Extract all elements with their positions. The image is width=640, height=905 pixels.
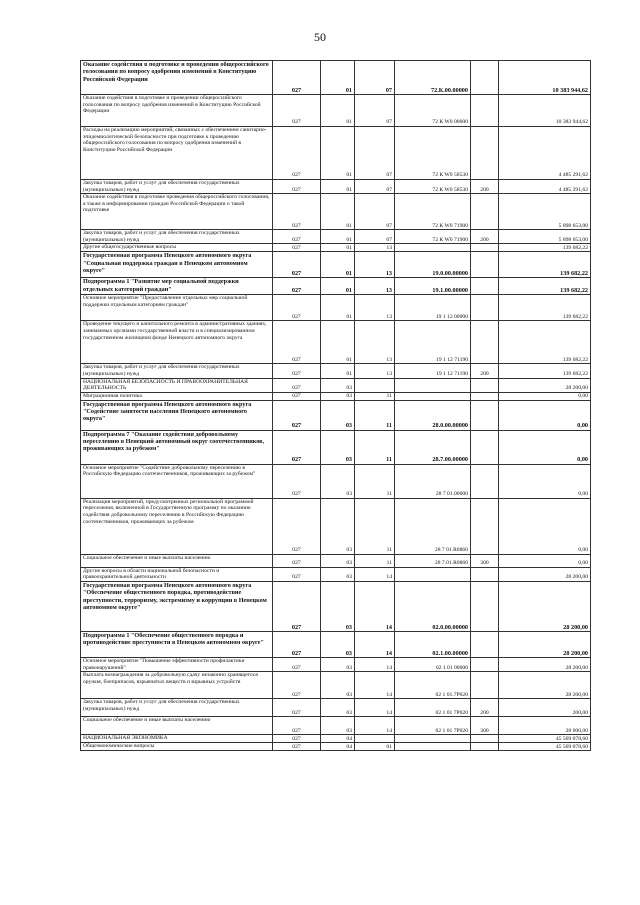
subsection-code-cell: 13 [355, 244, 395, 252]
row-name-cell: Выплата вознаграждения за добровольную сдачу незаконно хранящегося оружия, боеприпасов, взрывчатых веществ и взрывных устройств [81, 672, 273, 699]
amount-cell: 200,00 [499, 699, 591, 717]
table-row [81, 430, 591, 464]
table-row [81, 364, 591, 378]
subsection-code-cell: 11 [355, 392, 395, 400]
expense-type-code-cell [471, 464, 499, 498]
admin-code-cell: 027 [273, 61, 321, 95]
expense-type-code-cell: 200 [471, 180, 499, 194]
target-article-code-cell: 19 1 12 71190 [395, 364, 471, 378]
subsection-code-cell: 07 [355, 230, 395, 244]
row-name-cell: Основное мероприятие "Содействие добровольному переселению в Российскую Федерацию соотечественников, проживающих за рубежом" [81, 464, 273, 498]
row-name-cell: Подпрограмма 1 "Обеспечение общественного порядка и противодействие преступности в Ненецком автономном округе" [81, 631, 273, 657]
amount-cell: 0,00 [499, 400, 591, 430]
section-code-cell: 04 [321, 743, 355, 751]
table-row [81, 252, 591, 278]
expense-type-code-cell [471, 252, 499, 278]
section-code-cell: 01 [321, 244, 355, 252]
expense-type-code-cell [471, 735, 499, 743]
table-row [81, 180, 591, 194]
amount-cell: 0,00 [499, 498, 591, 554]
expense-type-code-cell: 200 [471, 699, 499, 717]
table-row [81, 717, 591, 735]
table-row [81, 657, 591, 671]
amount-cell: 139 682,22 [499, 244, 591, 252]
target-article-code-cell: 02.1.00.00000 [395, 631, 471, 657]
subsection-code-cell: 07 [355, 95, 395, 127]
expense-type-code-cell [471, 194, 499, 230]
row-name-cell: Реализация мероприятий, предусмотренных региональной программой переселения, включенной в Государственную программу по оказанию содействия добровольному переселению в Российскую Федерацию соотечественников, проживающих за рубежом [81, 498, 273, 554]
admin-code-cell: 027 [273, 554, 321, 567]
target-article-code-cell [395, 735, 471, 743]
expense-type-code-cell [471, 95, 499, 127]
page-number: 50 [314, 30, 326, 44]
admin-code-cell: 027 [273, 278, 321, 295]
section-code-cell: 03 [321, 430, 355, 464]
expense-type-code-cell [471, 378, 499, 392]
amount-cell: 139 682,22 [499, 321, 591, 364]
expense-type-code-cell [471, 498, 499, 554]
admin-code-cell: 027 [273, 581, 321, 631]
target-article-code-cell: 28.7.00.00000 [395, 430, 471, 464]
row-name-cell: Закупка товаров, работ и услуг для обеспечения государственных (муниципальных) нужд [81, 364, 273, 378]
admin-code-cell: 027 [273, 127, 321, 180]
table-row [81, 581, 591, 631]
subsection-code-cell: 13 [355, 321, 395, 364]
target-article-code-cell: 02 1 01.7Р020 [395, 672, 471, 699]
section-code-cell: 01 [321, 278, 355, 295]
subsection-code-cell: 14 [355, 567, 395, 581]
row-name-cell: Другие вопросы в области национальной безопасности и правоохранительной деятельности [81, 567, 273, 581]
expense-type-code-cell [471, 295, 499, 321]
expense-type-code-cell [471, 321, 499, 364]
subsection-code-cell: 11 [355, 498, 395, 554]
section-code-cell: 04 [321, 735, 355, 743]
admin-code-cell: 027 [273, 392, 321, 400]
amount-cell: 28 000,00 [499, 717, 591, 735]
expense-type-code-cell [471, 631, 499, 657]
row-name-cell: Закупка товаров, работ и услуг для обеспечения государственных (муниципальных) нужд [81, 180, 273, 194]
subsection-code-cell [355, 378, 395, 392]
row-name-cell: Оказание содействия в подготовке проведения общероссийского голосования, а также в информировании граждан Российской Федерации о такой подготовке [81, 194, 273, 230]
subsection-code-cell: 14 [355, 717, 395, 735]
row-name-cell: Подпрограмма 1 "Развитие мер социальной поддержки отдельных категорий граждан" [81, 278, 273, 295]
table-row [81, 631, 591, 657]
expense-type-code-cell [471, 672, 499, 699]
subsection-code-cell: 01 [355, 743, 395, 751]
target-article-code-cell: 72 К W0 71900 [395, 230, 471, 244]
amount-cell: 5 898 653,00 [499, 194, 591, 230]
amount-cell: 28 200,00 [499, 631, 591, 657]
admin-code-cell: 027 [273, 699, 321, 717]
amount-cell: 139 682,22 [499, 364, 591, 378]
subsection-code-cell: 14 [355, 672, 395, 699]
amount-cell: 4 485 291,62 [499, 127, 591, 180]
section-code-cell: 03 [321, 581, 355, 631]
subsection-code-cell: 07 [355, 127, 395, 180]
admin-code-cell: 027 [273, 567, 321, 581]
admin-code-cell: 027 [273, 252, 321, 278]
target-article-code-cell [395, 567, 471, 581]
subsection-code-cell: 07 [355, 180, 395, 194]
table-row [81, 735, 591, 743]
target-article-code-cell: 28 7 01.00000 [395, 464, 471, 498]
target-article-code-cell: 72 К W0 71900 [395, 194, 471, 230]
amount-cell: 28 200,00 [499, 672, 591, 699]
subsection-code-cell: 14 [355, 657, 395, 671]
section-code-cell: 03 [321, 378, 355, 392]
admin-code-cell: 027 [273, 295, 321, 321]
subsection-code-cell: 14 [355, 699, 395, 717]
table-row [81, 567, 591, 581]
subsection-code-cell: 13 [355, 295, 395, 321]
subsection-code-cell: 13 [355, 364, 395, 378]
row-name-cell: Проведение текущего и капитального ремонта в административных зданиях, занимаемых органами государственной власти и в специализированном государственном жилищном фонде Ненецкого автономного округа [81, 321, 273, 364]
amount-cell: 28 200,00 [499, 378, 591, 392]
table-row [81, 392, 591, 400]
subsection-code-cell: 11 [355, 554, 395, 567]
table-row [81, 743, 591, 751]
expense-type-code-cell [471, 581, 499, 631]
admin-code-cell: 027 [273, 180, 321, 194]
expense-type-code-cell: 300 [471, 554, 499, 567]
target-article-code-cell: 02 1 01 7Р020 [395, 717, 471, 735]
section-code-cell: 03 [321, 657, 355, 671]
admin-code-cell: 027 [273, 430, 321, 464]
target-article-code-cell [395, 743, 471, 751]
expense-type-code-cell [471, 657, 499, 671]
expense-type-code-cell [471, 430, 499, 464]
expense-type-code-cell: 200 [471, 364, 499, 378]
table-row [81, 400, 591, 430]
section-code-cell: 03 [321, 717, 355, 735]
target-article-code-cell: 02.0.00.00000 [395, 581, 471, 631]
target-article-code-cell [395, 244, 471, 252]
target-article-code-cell: 02 1 01 00000 [395, 657, 471, 671]
admin-code-cell: 027 [273, 464, 321, 498]
admin-code-cell: 027 [273, 230, 321, 244]
budget-table-body [81, 61, 591, 751]
amount-cell: 10 383 944,62 [499, 95, 591, 127]
amount-cell: 139 682,22 [499, 295, 591, 321]
section-code-cell: 01 [321, 127, 355, 180]
row-name-cell: Общеэкономические вопросы [81, 743, 273, 751]
row-name-cell: Основное мероприятие "Повышение эффективности профилактики правонарушений" [81, 657, 273, 671]
amount-cell: 4 485 291,62 [499, 180, 591, 194]
target-article-code-cell [395, 392, 471, 400]
row-name-cell: Государственная программа Ненецкого автономного округа "Социальная поддержка граждан в Ненецком автономном округе" [81, 252, 273, 278]
subsection-code-cell: 14 [355, 581, 395, 631]
admin-code-cell: 027 [273, 743, 321, 751]
table-row [81, 378, 591, 392]
table-row [81, 244, 591, 252]
row-name-cell: Другие общегосударственные вопросы [81, 244, 273, 252]
row-name-cell: Социальное обеспечение и иные выплаты населению [81, 717, 273, 735]
amount-cell: 139 682,22 [499, 278, 591, 295]
admin-code-cell: 027 [273, 194, 321, 230]
section-code-cell: 01 [321, 230, 355, 244]
admin-code-cell: 027 [273, 657, 321, 671]
admin-code-cell: 027 [273, 321, 321, 364]
row-name-cell: Закупка товаров, работ и услуг для обеспечения государственных (муниципальных) нужд [81, 699, 273, 717]
admin-code-cell: 027 [273, 244, 321, 252]
amount-cell: 5 898 653,00 [499, 230, 591, 244]
amount-cell: 0,00 [499, 464, 591, 498]
target-article-code-cell: 02 1 01 7Р020 [395, 699, 471, 717]
amount-cell: 0,00 [499, 554, 591, 567]
row-name-cell: НАЦИОНАЛЬНАЯ ЭКОНОМИКА [81, 735, 273, 743]
expense-type-code-cell [471, 392, 499, 400]
expense-type-code-cell [471, 127, 499, 180]
section-code-cell: 03 [321, 567, 355, 581]
table-row [81, 295, 591, 321]
budget-table-container [80, 60, 590, 751]
table-row [81, 554, 591, 567]
amount-cell: 139 682,22 [499, 252, 591, 278]
target-article-code-cell: 72.К.00.00000 [395, 61, 471, 95]
subsection-code-cell: 07 [355, 194, 395, 230]
table-row [81, 95, 591, 127]
amount-cell: 28 200,00 [499, 581, 591, 631]
budget-table [80, 60, 591, 751]
section-code-cell: 03 [321, 498, 355, 554]
amount-cell: 45 569 078,60 [499, 735, 591, 743]
row-name-cell: Социальное обеспечение и иные выплаты населению [81, 554, 273, 567]
section-code-cell: 01 [321, 321, 355, 364]
amount-cell: 45 569 078,60 [499, 743, 591, 751]
expense-type-code-cell: 200 [471, 230, 499, 244]
row-name-cell: Основное мероприятие "Предоставление отдельных мер социальной поддержки отдельным категориям граждан" [81, 295, 273, 321]
section-code-cell: 01 [321, 95, 355, 127]
admin-code-cell: 027 [273, 95, 321, 127]
admin-code-cell: 027 [273, 400, 321, 430]
target-article-code-cell: 72 К W0 58530 [395, 127, 471, 180]
section-code-cell: 01 [321, 364, 355, 378]
section-code-cell: 03 [321, 672, 355, 699]
amount-cell: 0,00 [499, 430, 591, 464]
target-article-code-cell: 19.0.00.00000 [395, 252, 471, 278]
row-name-cell: Закупка товаров, работ и услуг для обеспечения государственных (муниципальных) нужд [81, 230, 273, 244]
expense-type-code-cell [471, 743, 499, 751]
section-code-cell: 01 [321, 295, 355, 321]
table-row [81, 61, 591, 95]
subsection-code-cell: 11 [355, 400, 395, 430]
admin-code-cell: 027 [273, 498, 321, 554]
amount-cell: 10 383 944,62 [499, 61, 591, 95]
row-name-cell: Государственная программа Ненецкого автономного округа "Обеспечение общественного порядка, противодействие преступности, терроризму, экстремизму и коррупции в Ненецком автономном округе" [81, 581, 273, 631]
section-code-cell: 01 [321, 252, 355, 278]
row-name-cell: Подпрограмма 7 "Оказание содействия добровольному переселению в Ненецкий автономный округ соотечественников, проживающих за рубежом" [81, 430, 273, 464]
subsection-code-cell: 13 [355, 252, 395, 278]
table-row [81, 230, 591, 244]
section-code-cell: 03 [321, 400, 355, 430]
section-code-cell: 03 [321, 392, 355, 400]
target-article-code-cell: 28 7.01.R0860 [395, 554, 471, 567]
section-code-cell: 01 [321, 180, 355, 194]
section-code-cell: 03 [321, 464, 355, 498]
admin-code-cell: 027 [273, 364, 321, 378]
row-name-cell: Расходы на реализацию мероприятий, связанных с обеспечением санитарно-эпидемиологической безопасности при подготовке к проведению общероссийского голосования по вопросу одобрения изменений в Конституцию Российской Федерации [81, 127, 273, 180]
expense-type-code-cell [471, 278, 499, 295]
section-code-cell: 01 [321, 61, 355, 95]
table-row [81, 498, 591, 554]
subsection-code-cell: 13 [355, 278, 395, 295]
subsection-code-cell [355, 735, 395, 743]
target-article-code-cell: 28 7 01.R0860 [395, 498, 471, 554]
section-code-cell: 03 [321, 631, 355, 657]
row-name-cell: Оказание содействия в подготовке и проведении общероссийского голосования по вопросу одобрения изменений в Конституцию Российской Федерации [81, 61, 273, 95]
target-article-code-cell: 19 1 12 00000 [395, 295, 471, 321]
subsection-code-cell: 07 [355, 61, 395, 95]
target-article-code-cell: 28.0.00.00000 [395, 400, 471, 430]
expense-type-code-cell [471, 61, 499, 95]
row-name-cell: НАЦИОНАЛЬНАЯ БЕЗОПАСНОСТЬ И ПРАВООХРАНИТЕЛЬНАЯ ДЕЯТЕЛЬНОСТЬ [81, 378, 273, 392]
admin-code-cell: 027 [273, 717, 321, 735]
section-code-cell: 01 [321, 194, 355, 230]
admin-code-cell: 027 [273, 672, 321, 699]
admin-code-cell: 027 [273, 378, 321, 392]
table-row [81, 321, 591, 364]
admin-code-cell: 027 [273, 735, 321, 743]
subsection-code-cell: 11 [355, 464, 395, 498]
table-row [81, 699, 591, 717]
expense-type-code-cell [471, 244, 499, 252]
subsection-code-cell: 11 [355, 430, 395, 464]
amount-cell: 0,00 [499, 392, 591, 400]
table-row [81, 127, 591, 180]
section-code-cell: 03 [321, 554, 355, 567]
expense-type-code-cell: 300 [471, 717, 499, 735]
row-name-cell: Оказание содействия в подготовке и проведении общероссийского голосования по вопросу одобрения изменений в Конституцию Российской Федерации [81, 95, 273, 127]
row-name-cell: Государственная программа Ненецкого автономного округа "Содействие занятости населения Ненецкого автономного округа" [81, 400, 273, 430]
amount-cell: 28 200,00 [499, 657, 591, 671]
target-article-code-cell: 19 1 12 71190 [395, 321, 471, 364]
table-row [81, 464, 591, 498]
section-code-cell: 03 [321, 699, 355, 717]
expense-type-code-cell [471, 567, 499, 581]
target-article-code-cell: 72 К W0 00000 [395, 95, 471, 127]
table-row [81, 194, 591, 230]
row-name-cell: Миграционная политика [81, 392, 273, 400]
amount-cell: 28 200,00 [499, 567, 591, 581]
target-article-code-cell: 72 К W0 58530 [395, 180, 471, 194]
table-row [81, 278, 591, 295]
target-article-code-cell: 19.1.00.00000 [395, 278, 471, 295]
admin-code-cell: 027 [273, 631, 321, 657]
subsection-code-cell: 14 [355, 631, 395, 657]
target-article-code-cell [395, 378, 471, 392]
expense-type-code-cell [471, 400, 499, 430]
table-row [81, 672, 591, 699]
